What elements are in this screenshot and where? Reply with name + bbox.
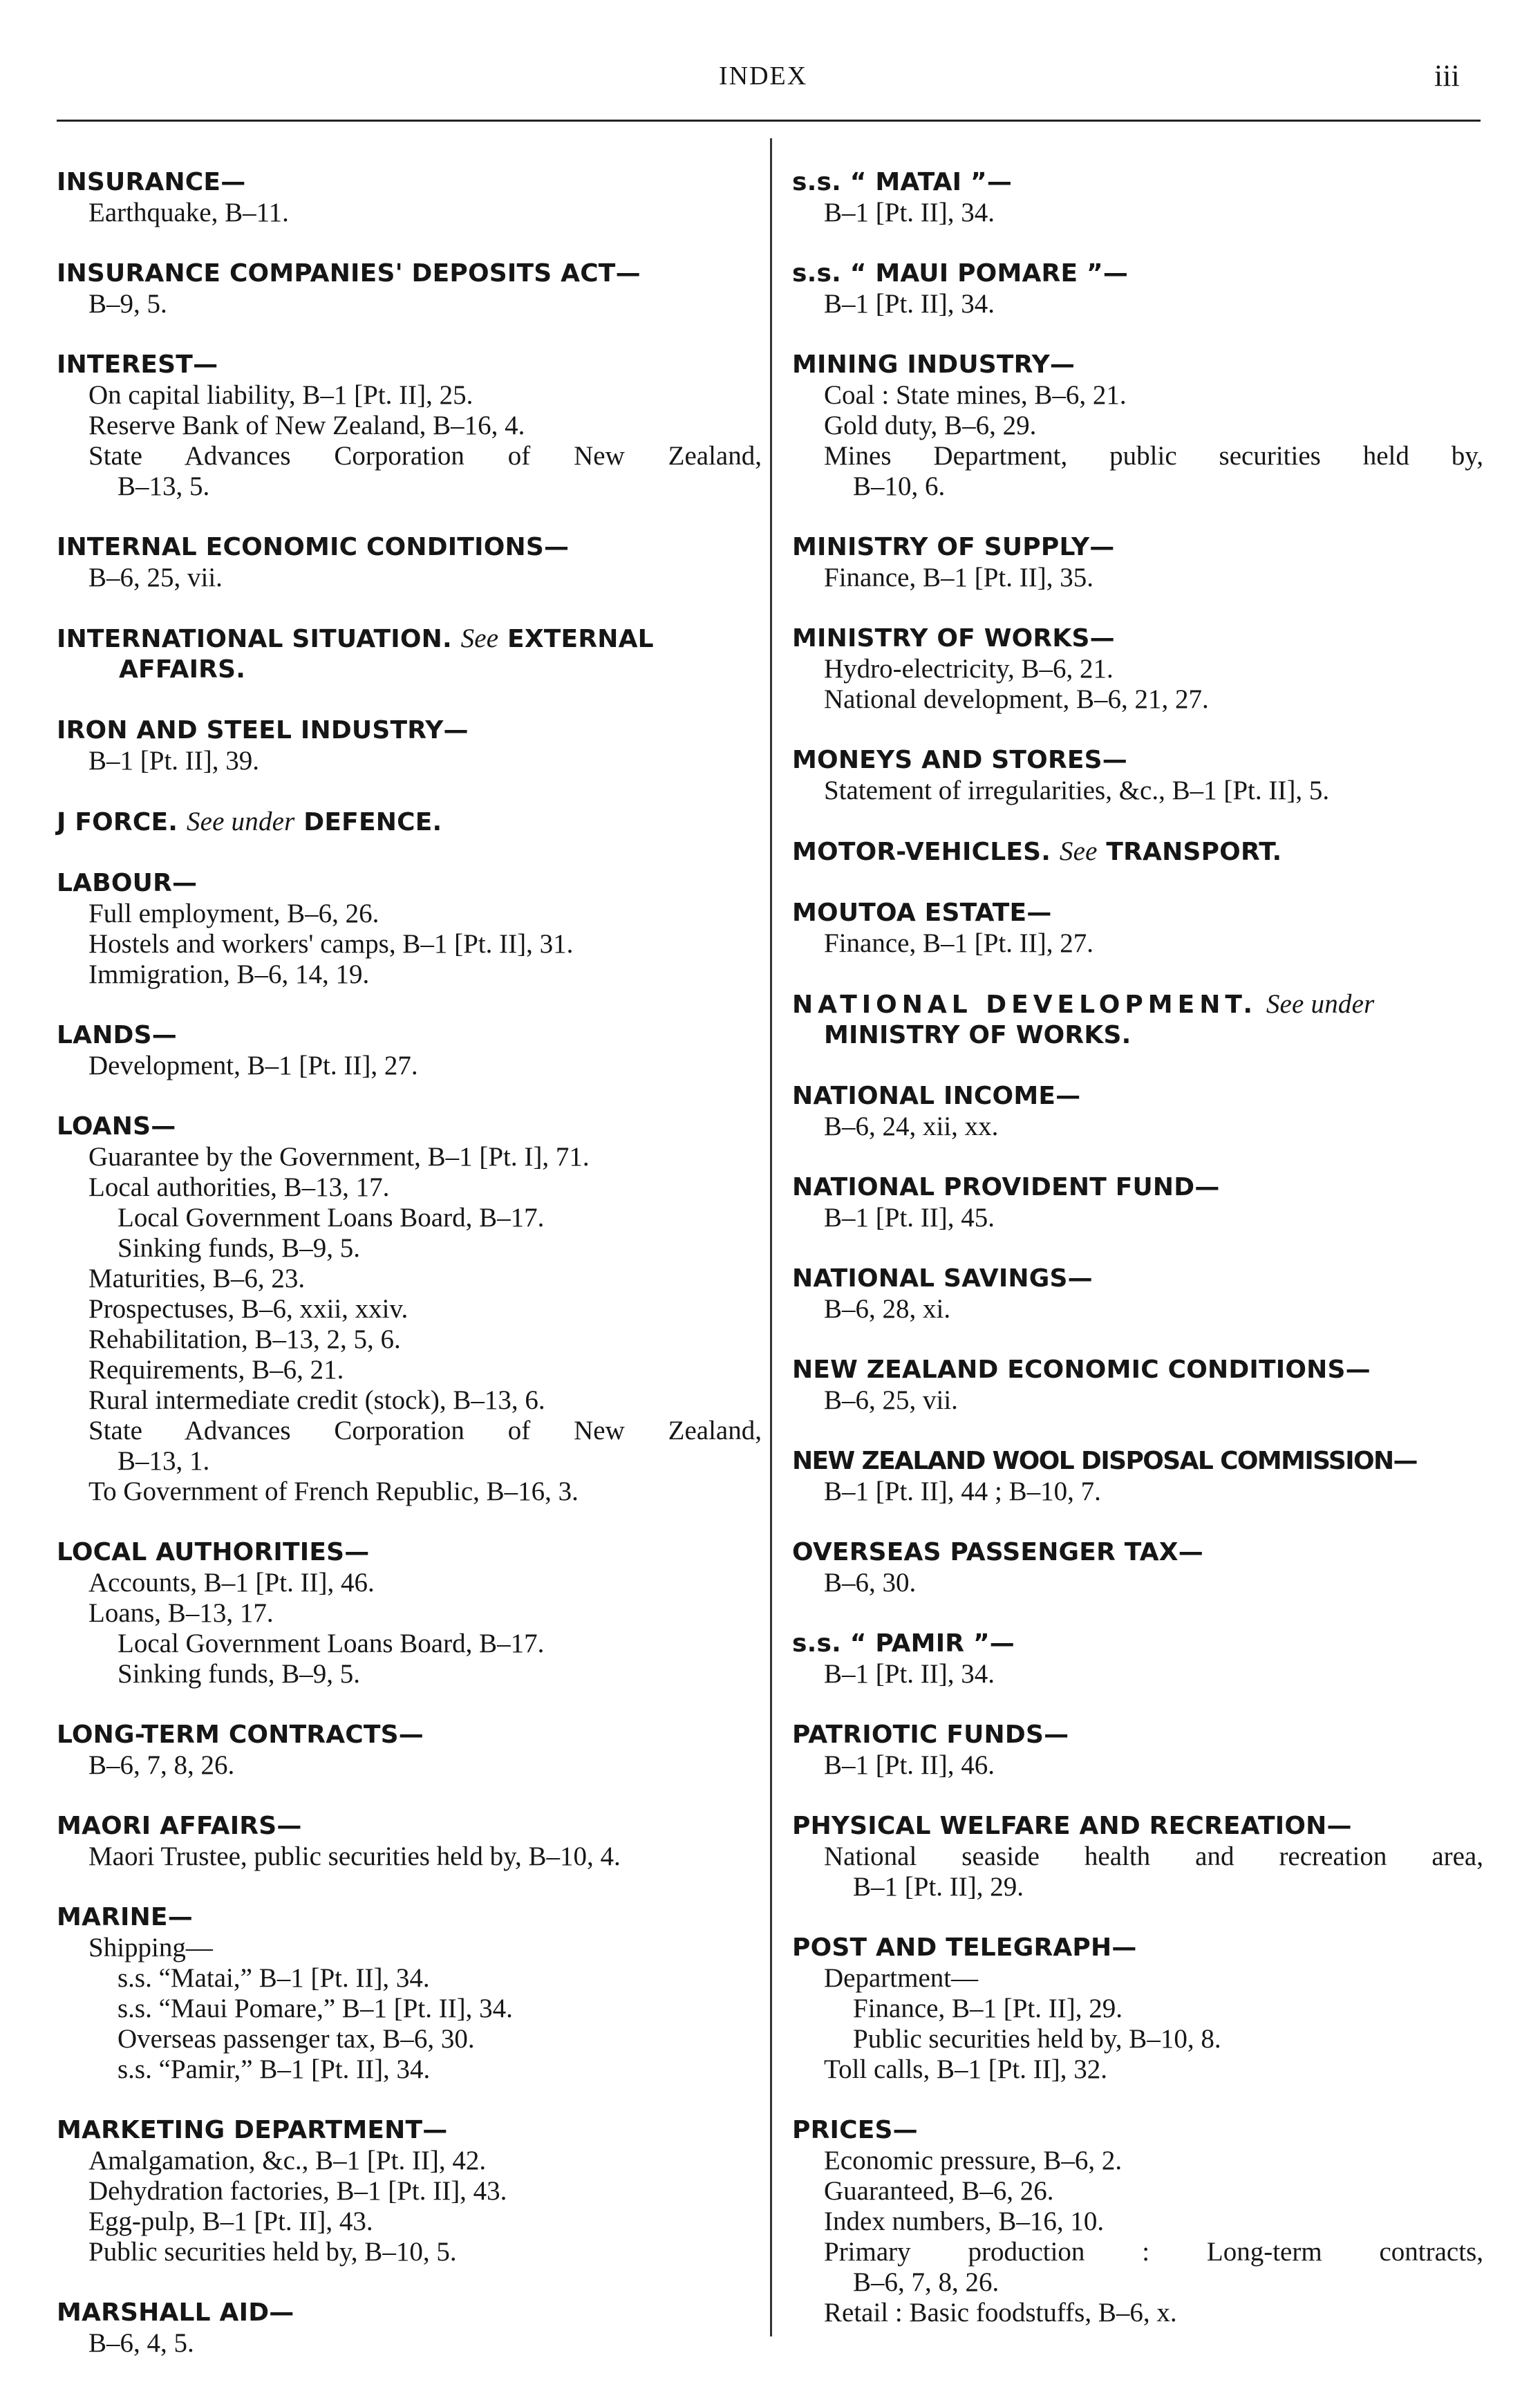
index-entry bbox=[57, 2298, 762, 2359]
entry-heading: MARKETING DEPARTMENT— bbox=[57, 2116, 448, 2144]
entry-subitem: Rural intermediate credit (stock), B–13, 6. bbox=[88, 1385, 545, 1415]
heading-text: NATIONAL DEVELOPMENT. bbox=[792, 991, 1258, 1019]
index-entry bbox=[57, 807, 762, 838]
heading-text: MOTOR-VEHICLES. bbox=[792, 838, 1051, 866]
entry-heading: POST AND TELEGRAPH— bbox=[792, 1933, 1137, 1962]
entry-heading: MINING INDUSTRY— bbox=[792, 350, 1076, 379]
entry-subitem: Local Government Loans Board, B–17. bbox=[118, 1203, 545, 1233]
left-column bbox=[57, 167, 762, 2389]
index-entry bbox=[792, 1264, 1483, 1324]
entry-subitem: Amalgamation, &c., B–1 [Pt. II], 42. bbox=[88, 2146, 487, 2175]
entry-subitem: Public securities held by, B–10, 5. bbox=[88, 2237, 457, 2267]
entry-heading: s.s. “ PAMIR ”— bbox=[792, 1629, 1015, 1658]
entry-subitem: State Advances Corporation of New Zealand, bbox=[88, 441, 762, 471]
index-entry bbox=[792, 1081, 1483, 1142]
entry-heading: LOCAL AUTHORITIES— bbox=[57, 1538, 370, 1566]
entry-heading bbox=[57, 807, 762, 838]
entry-subitem: B–13, 1. bbox=[118, 1446, 210, 1476]
entry-heading: INSURANCE COMPANIES' DEPOSITS ACT— bbox=[57, 259, 641, 288]
entry-subitem: Immigration, B–6, 14, 19. bbox=[88, 959, 370, 989]
entry-subitem: B–13, 5. bbox=[118, 471, 210, 501]
entry-subitem: s.s. “Maui Pomare,” B–1 [Pt. II], 34. bbox=[118, 1994, 513, 2023]
entry-subitem: B–1 [Pt. II], 45. bbox=[824, 1203, 995, 1233]
entry-subitem: s.s. “Pamir,” B–1 [Pt. II], 34. bbox=[118, 2054, 431, 2084]
entry-subitem: B–6, 7, 8, 26. bbox=[88, 1750, 235, 1780]
entry-subitem: Sinking funds, B–9, 5. bbox=[118, 1659, 361, 1689]
index-entry bbox=[792, 1537, 1483, 1598]
entry-subitem: Toll calls, B–1 [Pt. II], 32. bbox=[824, 2054, 1107, 2084]
entry-subitem: B–1 [Pt. II], 34. bbox=[824, 198, 995, 227]
index-entry bbox=[792, 1446, 1483, 1507]
entry-subitem: B–9, 5. bbox=[88, 289, 167, 319]
entry-subitem: Department— bbox=[824, 1963, 979, 1993]
entry-subitem: Coal : State mines, B–6, 21. bbox=[824, 380, 1127, 410]
index-entry bbox=[57, 1811, 762, 1872]
entry-heading: NEW ZEALAND ECONOMIC CONDITIONS— bbox=[792, 1356, 1371, 1384]
entry-heading: INSURANCE— bbox=[57, 168, 246, 196]
index-entry bbox=[57, 1020, 762, 1081]
entry-heading: LANDS— bbox=[57, 1021, 177, 1049]
entry-subitem: B–6, 25, vii. bbox=[824, 1385, 958, 1415]
entry-subitem: Accounts, B–1 [Pt. II], 46. bbox=[88, 1568, 375, 1598]
entry-heading: MOUTOA ESTATE— bbox=[792, 899, 1052, 927]
see-reference: See under bbox=[186, 807, 295, 836]
index-entry bbox=[792, 350, 1483, 502]
entry-heading: MINISTRY OF WORKS— bbox=[792, 624, 1115, 653]
entry-subitem: Dehydration factories, B–1 [Pt. II], 43. bbox=[88, 2176, 507, 2206]
index-entry bbox=[792, 1811, 1483, 1902]
entry-subitem: B–10, 6. bbox=[853, 471, 946, 501]
see-target: MINISTRY OF WORKS. bbox=[824, 1021, 1131, 1049]
entry-subitem: National seaside health and recreation area, bbox=[824, 1842, 1483, 1871]
entry-subitem: Reserve Bank of New Zealand, B–16, 4. bbox=[88, 411, 525, 440]
entry-heading: IRON AND STEEL INDUSTRY— bbox=[57, 716, 469, 744]
index-entry bbox=[792, 1629, 1483, 1689]
see-reference: See bbox=[1059, 836, 1098, 866]
entry-subitem: Development, B–1 [Pt. II], 27. bbox=[88, 1051, 418, 1080]
index-entry bbox=[57, 868, 762, 990]
heading-text: J FORCE. bbox=[57, 808, 178, 836]
entry-heading: LABOUR— bbox=[57, 869, 198, 897]
index-entry bbox=[792, 167, 1483, 228]
entry-heading: LOANS— bbox=[57, 1112, 176, 1141]
entry-subitem: B–6, 30. bbox=[824, 1568, 917, 1598]
entry-heading: NATIONAL SAVINGS— bbox=[792, 1264, 1093, 1293]
see-target: EXTERNAL bbox=[507, 625, 654, 653]
entry-subitem: B–1 [Pt. II], 44 ; B–10, 7. bbox=[824, 1477, 1101, 1506]
see-target: TRANSPORT. bbox=[1106, 838, 1282, 866]
entry-subitem: Earthquake, B–11. bbox=[88, 198, 289, 227]
index-entry bbox=[792, 1933, 1483, 2085]
entry-heading: PRICES— bbox=[792, 2116, 918, 2144]
index-entry bbox=[792, 532, 1483, 593]
entry-subitem: Finance, B–1 [Pt. II], 29. bbox=[853, 1994, 1123, 2023]
index-entry bbox=[57, 1537, 762, 1689]
entry-subitem: B–1 [Pt. II], 39. bbox=[88, 746, 259, 776]
see-target-continued: AFFAIRS. bbox=[119, 655, 246, 684]
entry-subitem: Statement of irregularities, &c., B–1 [Pt. II], 5. bbox=[824, 776, 1330, 805]
entry-subitem: To Government of French Republic, B–16, 3. bbox=[88, 1477, 579, 1506]
index-entry bbox=[792, 836, 1483, 868]
running-head bbox=[0, 61, 1540, 102]
entry-subitem: Index numbers, B–16, 10. bbox=[824, 2207, 1105, 2236]
entry-heading: NEW ZEALAND WOOL DISPOSAL COMMISSION— bbox=[792, 1447, 1417, 1475]
see-reference: See bbox=[460, 624, 499, 653]
entry-subitem: Public securities held by, B–10, 8. bbox=[853, 2024, 1221, 2054]
entry-heading: MAORI AFFAIRS— bbox=[57, 1812, 302, 1840]
entry-subitem: B–6, 28, xi. bbox=[824, 1294, 951, 1324]
entry-heading: MONEYS AND STORES— bbox=[792, 746, 1128, 774]
entry-heading: OVERSEAS PASSENGER TAX— bbox=[792, 1538, 1203, 1566]
entry-subitem: Gold duty, B–6, 29. bbox=[824, 411, 1037, 440]
index-entry bbox=[792, 259, 1483, 319]
entry-heading bbox=[792, 989, 1483, 1020]
see-reference: See under bbox=[1266, 989, 1375, 1019]
column-divider bbox=[770, 138, 772, 2336]
index-entry bbox=[57, 1902, 762, 2085]
entry-heading bbox=[57, 624, 762, 655]
index-entry bbox=[792, 1355, 1483, 1416]
entry-subitem: On capital liability, B–1 [Pt. II], 25. bbox=[88, 380, 473, 410]
index-entry bbox=[792, 898, 1483, 959]
heading-text: INTERNATIONAL SITUATION. bbox=[57, 625, 452, 653]
entry-subitem: B–1 [Pt. II], 29. bbox=[853, 1872, 1024, 1902]
entry-heading: PATRIOTIC FUNDS— bbox=[792, 1721, 1069, 1749]
entry-heading bbox=[792, 836, 1483, 868]
entry-subitem: Finance, B–1 [Pt. II], 35. bbox=[824, 563, 1093, 592]
entry-subitem: Hydro-electricity, B–6, 21. bbox=[824, 654, 1114, 684]
entry-subitem: B–6, 25, vii. bbox=[88, 563, 223, 592]
entry-subitem: Mines Department, public securities held by, bbox=[824, 441, 1483, 471]
index-entry bbox=[792, 624, 1483, 715]
page-number: iii bbox=[1434, 59, 1460, 93]
entry-subitem: National development, B–6, 21, 27. bbox=[824, 684, 1209, 714]
entry-subitem: Egg-pulp, B–1 [Pt. II], 43. bbox=[88, 2207, 373, 2236]
header-rule bbox=[57, 120, 1481, 122]
entry-subitem: Sinking funds, B–9, 5. bbox=[118, 1233, 361, 1263]
entry-heading: PHYSICAL WELFARE AND RECREATION— bbox=[792, 1812, 1352, 1840]
entry-subitem: Requirements, B–6, 21. bbox=[88, 1355, 344, 1385]
entry-subitem: Full employment, B–6, 26. bbox=[88, 899, 379, 928]
index-entry bbox=[792, 1720, 1483, 1781]
entry-subitem: Local authorities, B–13, 17. bbox=[88, 1172, 390, 1202]
entry-heading: LONG-TERM CONTRACTS— bbox=[57, 1721, 424, 1749]
entry-heading: MARSHALL AID— bbox=[57, 2298, 294, 2327]
index-entry bbox=[57, 167, 762, 228]
index-entry bbox=[57, 259, 762, 319]
entry-subitem: Guaranteed, B–6, 26. bbox=[824, 2176, 1054, 2206]
index-entry bbox=[57, 532, 762, 593]
entry-heading: s.s. “ MATAI ”— bbox=[792, 168, 1013, 196]
entry-subitem: Local Government Loans Board, B–17. bbox=[118, 1629, 545, 1658]
entry-heading: MARINE— bbox=[57, 1903, 193, 1931]
entry-subitem: B–1 [Pt. II], 34. bbox=[824, 289, 995, 319]
entry-subitem: B–1 [Pt. II], 46. bbox=[824, 1750, 995, 1780]
index-entry bbox=[792, 1172, 1483, 1233]
index-entry bbox=[792, 989, 1483, 1051]
entry-heading: INTERNAL ECONOMIC CONDITIONS— bbox=[57, 533, 570, 561]
entry-subitem: State Advances Corporation of New Zealand, bbox=[88, 1416, 762, 1445]
index-entry bbox=[57, 715, 762, 776]
entry-subitem: Loans, B–13, 17. bbox=[88, 1598, 274, 1628]
entry-subitem: Finance, B–1 [Pt. II], 27. bbox=[824, 928, 1093, 958]
entry-heading: NATIONAL INCOME— bbox=[792, 1082, 1081, 1110]
index-entry bbox=[57, 1112, 762, 1507]
entry-heading: INTEREST— bbox=[57, 350, 218, 379]
page-title: INDEX bbox=[719, 62, 808, 91]
entry-heading: MINISTRY OF SUPPLY— bbox=[792, 533, 1115, 561]
entry-subitem: Prospectuses, B–6, xxii, xxiv. bbox=[88, 1294, 409, 1324]
entry-subitem: Maturities, B–6, 23. bbox=[88, 1264, 306, 1293]
right-column bbox=[792, 167, 1483, 2359]
entry-subitem: Guarantee by the Government, B–1 [Pt. I], 71. bbox=[88, 1142, 590, 1172]
entry-subitem: B–6, 24, xii, xx. bbox=[824, 1112, 999, 1141]
entry-subitem: s.s. “Matai,” B–1 [Pt. II], 34. bbox=[118, 1963, 430, 1993]
entry-subitem: Hostels and workers' camps, B–1 [Pt. II], 31. bbox=[88, 929, 574, 959]
index-entry bbox=[57, 1720, 762, 1781]
entry-subitem: B–6, 7, 8, 26. bbox=[853, 2267, 999, 2297]
index-entry bbox=[57, 350, 762, 502]
entry-subitem: B–1 [Pt. II], 34. bbox=[824, 1659, 995, 1689]
entry-subitem: Economic pressure, B–6, 2. bbox=[824, 2146, 1123, 2175]
entry-subitem: Shipping— bbox=[88, 1933, 213, 1962]
entry-subitem: Overseas passenger tax, B–6, 30. bbox=[118, 2024, 475, 2054]
index-entry bbox=[57, 624, 762, 685]
index-entry bbox=[57, 2115, 762, 2267]
entry-subitem: Primary production : Long-term contracts, bbox=[824, 2237, 1483, 2267]
entry-subitem: B–6, 4, 5. bbox=[88, 2328, 194, 2358]
index-entry bbox=[792, 745, 1483, 806]
index-entry bbox=[792, 2115, 1483, 2328]
see-target: DEFENCE. bbox=[303, 808, 442, 836]
entry-subitem: Rehabilitation, B–13, 2, 5, 6. bbox=[88, 1324, 401, 1354]
entry-subitem: Retail : Basic foodstuffs, B–6, x. bbox=[824, 2298, 1177, 2327]
entry-heading: s.s. “ MAUI POMARE ”— bbox=[792, 259, 1129, 288]
entry-subitem: Maori Trustee, public securities held by, B–10, 4. bbox=[88, 1842, 621, 1871]
entry-heading: NATIONAL PROVIDENT FUND— bbox=[792, 1173, 1220, 1201]
